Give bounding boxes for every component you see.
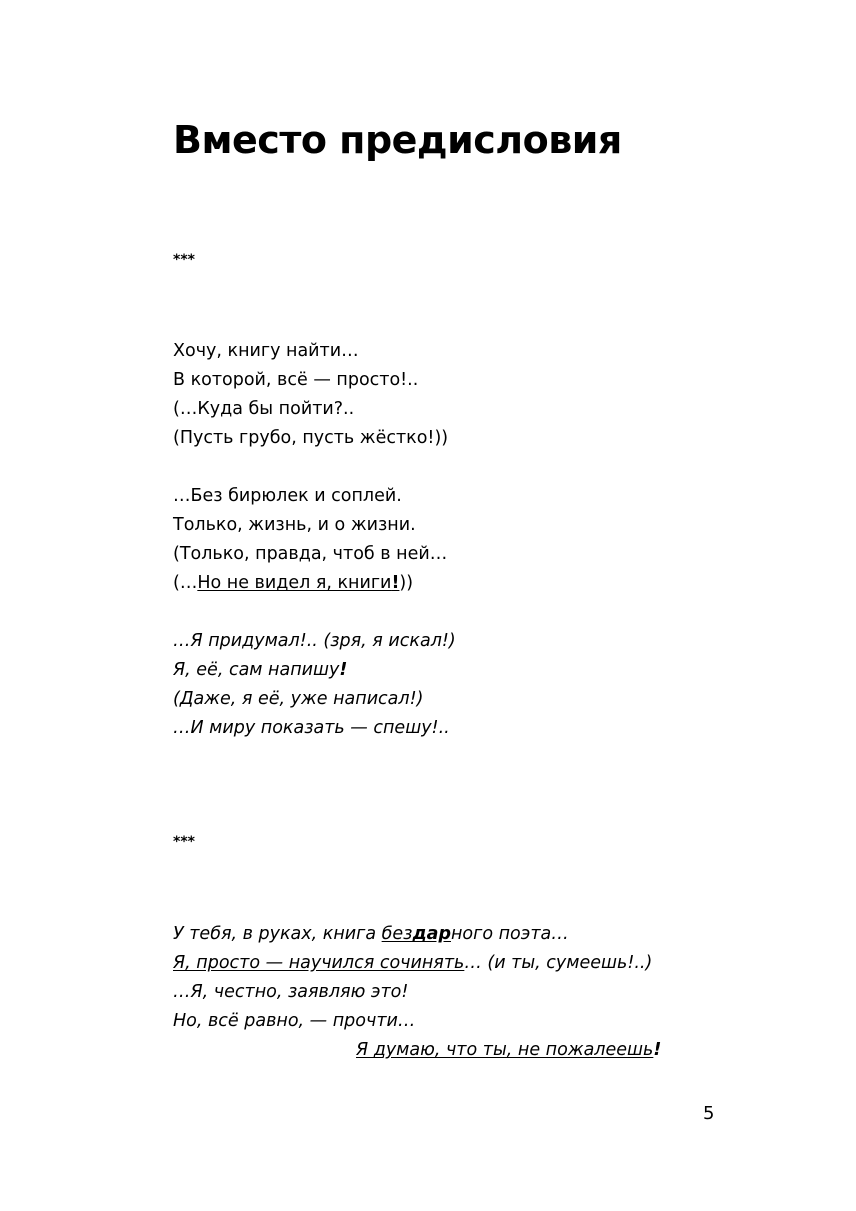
poem-line: (Пусть грубо, пусть жёстко!)) bbox=[173, 428, 449, 448]
line-text: … (и ты, сумеешь!..) bbox=[464, 953, 653, 973]
poem-line: В которой, всё — просто!.. bbox=[173, 370, 419, 390]
page-number: 5 bbox=[703, 1103, 715, 1124]
section-divider-2: *** bbox=[173, 834, 195, 850]
poem-line: …Я придумал!.. (зря, я искал!) bbox=[173, 631, 456, 651]
poem-line: …Без бирюлек и соплей. bbox=[173, 486, 402, 506]
poem2-stanza bbox=[173, 920, 661, 1065]
poem-line: (Только, правда, чтоб в ней… bbox=[173, 544, 448, 564]
underlined-phrase: Я думаю, что ты, не пожалеешь bbox=[356, 1040, 654, 1060]
underlined-phrase: Я, просто — научился сочинять bbox=[173, 953, 465, 973]
line-text: ного поэта… bbox=[450, 924, 569, 944]
poem-line: Только, жизнь, и о жизни. bbox=[173, 515, 416, 535]
line-text: Я, её, сам напишу bbox=[173, 660, 340, 680]
line-suffix: )) bbox=[399, 573, 414, 593]
underlined-text: Но не видел я, книги bbox=[197, 573, 392, 593]
bold-underlined-syllable: дар bbox=[412, 924, 451, 944]
poem-line: Но, всё равно, — прочти… bbox=[173, 1011, 416, 1031]
poem-line: (…Куда бы пойти?.. bbox=[173, 399, 355, 419]
poem1-stanza3 bbox=[173, 627, 456, 743]
poem-line bbox=[173, 569, 447, 598]
poem-line: (Даже, я её, уже написал!) bbox=[173, 689, 424, 709]
poem-line bbox=[173, 949, 661, 978]
chapter-title: Вместо предисловия bbox=[173, 118, 622, 162]
poem1-stanza2 bbox=[173, 482, 447, 598]
line-text: У тебя, в руках, книга bbox=[173, 924, 382, 944]
poem-line bbox=[173, 656, 456, 685]
bold-exclamation: ! bbox=[391, 573, 400, 593]
bold-exclamation: ! bbox=[653, 1040, 662, 1060]
underlined-syllable: без bbox=[381, 924, 413, 944]
poem-line: …Я, честно, заявляю это! bbox=[173, 982, 409, 1002]
poem-line bbox=[173, 1036, 661, 1065]
poem-line bbox=[173, 920, 661, 949]
poem-line: Хочу, книгу найти… bbox=[173, 341, 359, 361]
section-divider-1: *** bbox=[173, 252, 195, 268]
bold-exclamation: ! bbox=[339, 660, 348, 680]
poem1-stanza1 bbox=[173, 337, 448, 453]
underlined-phrase bbox=[197, 573, 399, 593]
poem-line: …И миру показать — спешу!.. bbox=[173, 718, 450, 738]
line-prefix: (… bbox=[173, 573, 198, 593]
